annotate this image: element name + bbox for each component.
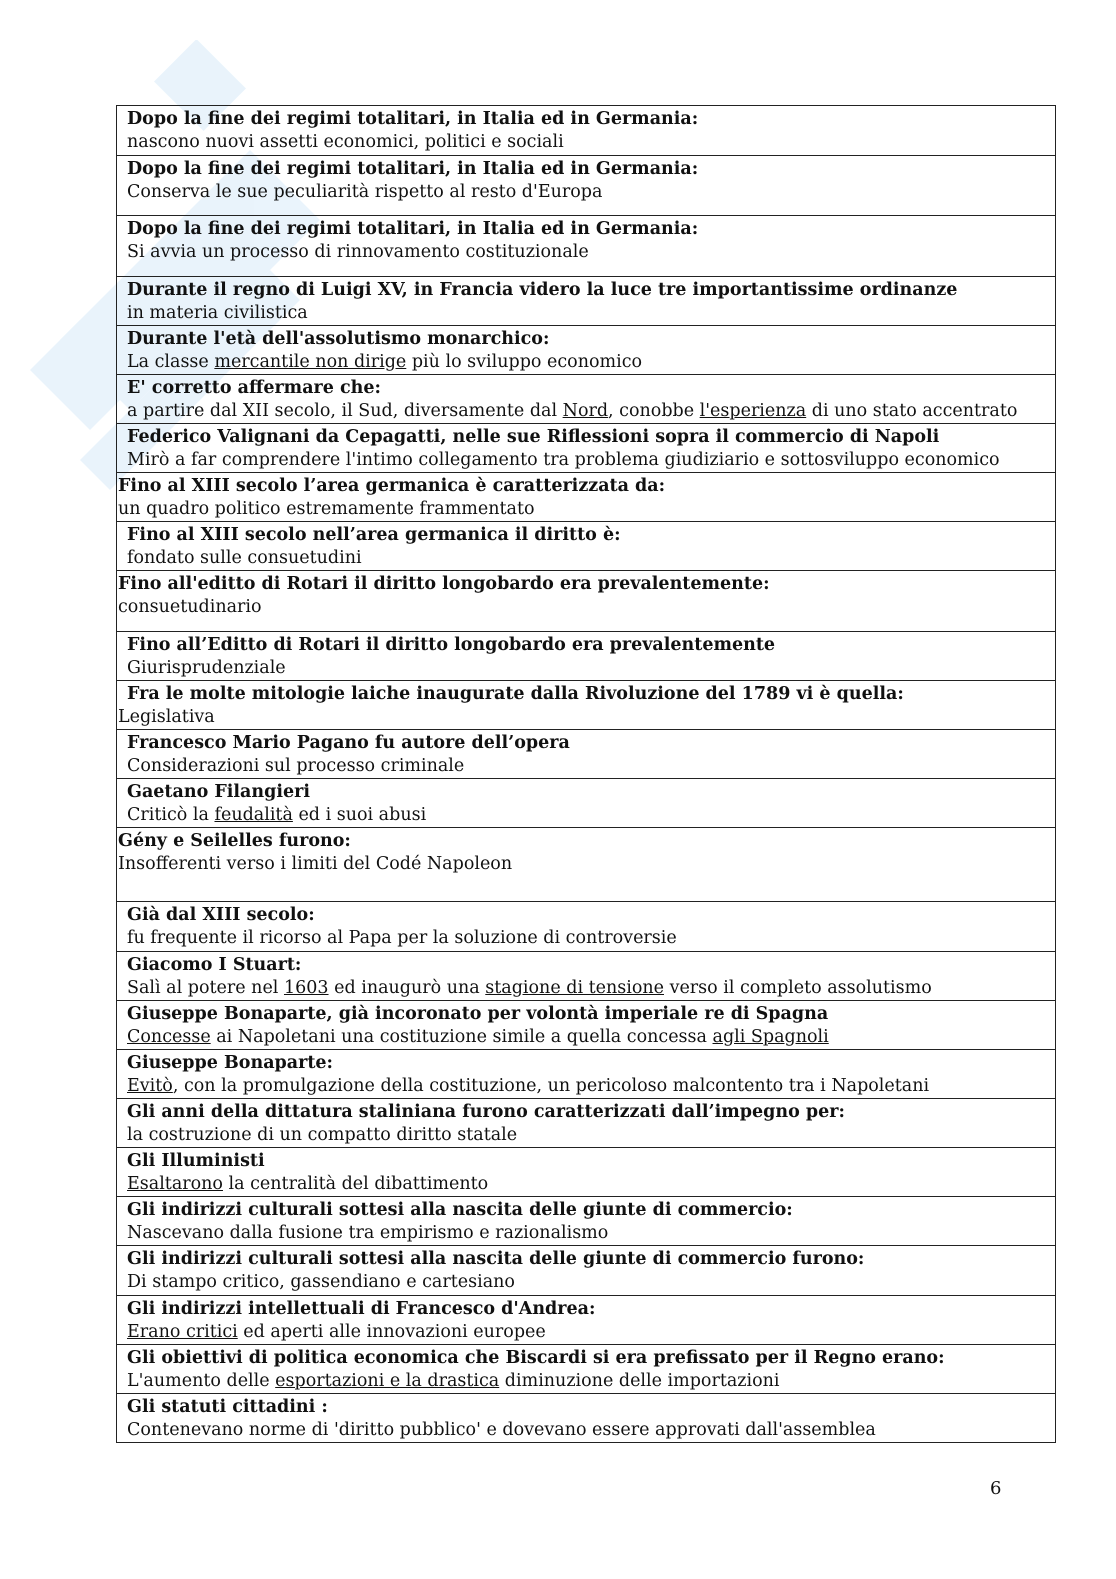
question-text: Fino all'editto di Rotari il diritto longobardo era prevalentemente: (118, 574, 770, 594)
answer-segment: Nascevano dalla fusione tra empirismo e razionalismo (127, 1223, 609, 1243)
question-text: Fino al XIII secolo l’area germanica è caratterizzata da: (118, 476, 666, 496)
answer-segment: Considerazioni sul processo criminale (127, 756, 465, 776)
qa-row (117, 375, 1055, 424)
answer-text (127, 131, 1051, 154)
answer-underlined-segment: Concesse (127, 1027, 211, 1047)
qa-row (117, 156, 1055, 216)
answer-text (127, 977, 1051, 1000)
qa-row (117, 632, 1055, 681)
qa-row (117, 522, 1055, 571)
answer-underlined-segment: feudalità (214, 805, 293, 825)
question-text: Dopo la fine dei regimi totalitari, in Italia ed in Germania: (127, 109, 699, 129)
answer-underlined-segment: Erano critici (127, 1322, 238, 1342)
answer-text (127, 302, 1051, 325)
answer-segment: fu frequente il ricorso al Papa per la soluzione di controversie (127, 928, 677, 948)
qa-row (117, 1050, 1055, 1099)
question-text: Giacomo I Stuart: (127, 955, 302, 975)
answer-segment: Salì al potere nel (127, 978, 284, 998)
qa-row (117, 902, 1055, 952)
question-text: Giuseppe Bonaparte, già incoronato per volontà imperiale re di Spagna (127, 1004, 829, 1024)
qa-row (117, 1099, 1055, 1148)
qa-row (117, 1345, 1055, 1394)
answer-segment: Si avvia un processo di rinnovamento costituzionale (127, 242, 589, 262)
qa-row (117, 681, 1055, 730)
answer-segment: Di stampo critico, gassendiano e cartesiano (127, 1272, 515, 1292)
answer-segment: L'aumento delle (127, 1371, 276, 1391)
qa-row (117, 779, 1055, 828)
question-text: Gli indirizzi culturali sottesi alla nascita delle giunte di commercio furono: (127, 1249, 865, 1269)
answer-text (127, 1124, 1051, 1147)
answer-text (127, 1419, 1051, 1442)
question-text: Gli Illuministi (127, 1151, 265, 1171)
question-text: Gli statuti cittadini : (127, 1397, 328, 1417)
answer-segment: a partire dal XII secolo, il Sud, diversamente dal (127, 401, 563, 421)
answer-text (127, 1173, 1051, 1196)
question-text: E' corretto affermare che: (127, 378, 381, 398)
question-text: Durante il regno di Luigi XV, in Francia videro la luce tre importantissime ordinanze (127, 280, 958, 300)
answer-segment: Mirò a far comprendere l'intimo collegamento tra problema giudiziario e sottosviluppo economico (127, 450, 1000, 470)
answer-text (127, 1370, 1051, 1393)
qa-row (117, 1148, 1055, 1197)
question-text: Gaetano Filangieri (127, 782, 310, 802)
answer-text (127, 1271, 1051, 1294)
answer-text (127, 181, 1051, 204)
answer-segment: la centralità del dibattimento (222, 1174, 489, 1194)
question-text: Dopo la fine dei regimi totalitari, in Italia ed in Germania: (127, 159, 699, 179)
answer-segment: , con la promulgazione della costituzione, un pericoloso malcontento tra i Napoletani (172, 1076, 930, 1096)
answer-segment: fondato sulle consuetudini (127, 548, 362, 568)
answer-segment: nascono nuovi assetti economici, politici e sociali (127, 132, 564, 152)
answer-text (127, 547, 1051, 570)
answer-segment: verso il completo assolutismo (664, 978, 932, 998)
answer-text (127, 927, 1051, 950)
qa-row (117, 730, 1055, 779)
answer-segment: la costruzione di un compatto diritto statale (127, 1125, 518, 1145)
answer-text (127, 1222, 1051, 1245)
answer-segment: Contenevano norme di 'diritto pubblico' e dovevano essere approvati dall'assemblea (127, 1420, 876, 1440)
answer-underlined-segment: Esaltarono (127, 1174, 223, 1194)
answer-segment: in materia civilistica (127, 303, 308, 323)
question-text: Durante l'età dell'assolutismo monarchico: (127, 329, 550, 349)
answer-underlined-segment: l'esperienza (699, 401, 807, 421)
qa-row (117, 326, 1055, 375)
answer-segment: di uno stato accentrato (806, 401, 1018, 421)
answer-segment: ed aperti alle innovazioni europee (237, 1322, 546, 1342)
question-text: Giuseppe Bonaparte: (127, 1053, 334, 1073)
answer-segment: Giurisprudenziale (127, 658, 286, 678)
question-text: Francesco Mario Pagano fu autore dell’opera (127, 733, 570, 753)
answer-segment: La classe (127, 352, 215, 372)
question-text: Gli indirizzi culturali sottesi alla nascita delle giunte di commercio: (127, 1200, 793, 1220)
question-text: Già dal XIII secolo: (127, 905, 315, 925)
answer-underlined-segment: agli Spagnoli (712, 1027, 829, 1047)
question-text: Gény e Seilelles furono: (118, 831, 351, 851)
answer-text (127, 1075, 1051, 1098)
answer-underlined-segment: mercantile non dirige (214, 352, 407, 372)
answer-text (127, 449, 1051, 472)
answer-text (127, 351, 1051, 374)
answer-segment: un quadro politico estremamente frammentato (118, 499, 535, 519)
qa-row (117, 828, 1055, 902)
answer-segment: Insofferenti verso i limiti del Codé Napoleon (118, 854, 513, 874)
answer-text (127, 400, 1051, 423)
answer-text (127, 1026, 1051, 1049)
answer-text (127, 755, 1051, 778)
qa-row (117, 571, 1055, 632)
page-number: 6 (990, 1478, 1002, 1499)
answer-text (118, 596, 1051, 619)
answer-text (127, 241, 1051, 264)
answer-text (118, 706, 1051, 729)
answer-underlined-segment: Evitò (127, 1076, 173, 1096)
question-text: Federico Valignani da Cepagatti, nelle sue Riflessioni sopra il commercio di Napoli (127, 427, 940, 447)
question-text: Dopo la fine dei regimi totalitari, in Italia ed in Germania: (127, 219, 699, 239)
question-text: Gli obiettivi di politica economica che Biscardi si era prefissato per il Regno erano: (127, 1348, 945, 1368)
qa-row (117, 1296, 1055, 1345)
qa-row (117, 952, 1055, 1001)
qa-table (116, 105, 1056, 1443)
answer-segment: Conserva le sue peculiarità rispetto al resto d'Europa (127, 182, 603, 202)
answer-text (127, 1321, 1051, 1344)
answer-segment: diminuzione delle importazioni (499, 1371, 780, 1391)
answer-text (118, 498, 1051, 521)
answer-text (118, 853, 1051, 876)
question-text: Fino al XIII secolo nell’area germanica il diritto è: (127, 525, 621, 545)
answer-segment: Legislativa (118, 707, 215, 727)
answer-underlined-segment: esportazioni e la drastica (275, 1371, 500, 1391)
answer-underlined-segment: Nord (562, 401, 609, 421)
question-text: Fino all’Editto di Rotari il diritto longobardo era prevalentemente (127, 635, 776, 655)
qa-row (117, 473, 1055, 522)
answer-underlined-segment: stagione di tensione (485, 978, 664, 998)
answer-segment: ed inaugurò una (328, 978, 486, 998)
qa-row (117, 277, 1055, 326)
question-text: Fra le molte mitologie laiche inaugurate dalla Rivoluzione del 1789 vi è quella: (127, 684, 904, 704)
qa-row (117, 1246, 1055, 1296)
question-text: Gli indirizzi intellettuali di Francesco d'Andrea: (127, 1299, 596, 1319)
qa-row (117, 1197, 1055, 1246)
qa-row (117, 1394, 1055, 1442)
question-text: Gli anni della dittatura staliniana furono caratterizzati dall’impegno per: (127, 1102, 845, 1122)
answer-segment: ed i suoi abusi (292, 805, 427, 825)
answer-segment: Criticò la (127, 805, 215, 825)
answer-text (127, 804, 1051, 827)
qa-row (117, 424, 1055, 473)
answer-text (127, 657, 1051, 680)
answer-segment: consuetudinario (118, 597, 262, 617)
answer-segment: ai Napoletani una costituzione simile a quella concessa (210, 1027, 713, 1047)
answer-segment: più lo sviluppo economico (406, 352, 643, 372)
answer-segment: , conobbe (608, 401, 700, 421)
qa-row (117, 106, 1055, 156)
qa-row (117, 1001, 1055, 1050)
qa-row (117, 216, 1055, 277)
answer-underlined-segment: 1603 (283, 978, 329, 998)
